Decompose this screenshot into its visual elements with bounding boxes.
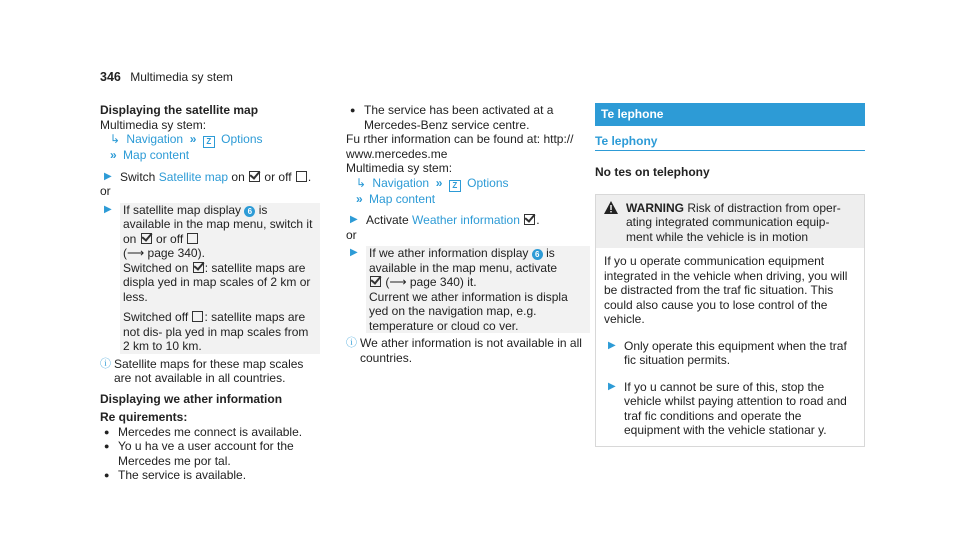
warning-triangle-icon [604,201,626,245]
chevron-right-icon: » [432,175,443,190]
satellite-map-link[interactable]: Satellite map [158,169,229,184]
step-text: ( [123,246,127,260]
step-satellite-display [100,203,320,354]
checkbox-empty-icon [192,311,203,322]
chevron-right-icon: » [356,191,363,206]
list-item-text: Mercedes me connect is available. [118,424,303,439]
step-text: Switched off [123,310,192,324]
list-item [100,468,320,483]
page-header [100,70,233,85]
or-label: or [346,227,357,242]
step-text: If yo u cannot be sure of this, stop the vehicle whilst paying attention to road and traf fic conditions and operate the equipment with the vehicle stationar y. [624,379,847,437]
heading-notes-telephony: No tes on telephony [595,165,710,179]
bullet-icon: ● [104,470,110,480]
warning-paragraph: If yo u operate communication equipment integrated in the vehicle when driving, you will be distracted from the traf fic situation. This could also cause you to lose control of the vehicle. [604,254,848,326]
callout-number-badge: 6 [532,249,543,260]
step-arrow-icon: ▶ [350,214,358,225]
info-text: We ather information is not available in all countries. [360,336,582,365]
further-info-text: Fu rther information can be found at: http:// www.mercedes.me [346,132,574,161]
info-icon: ⓘ [346,337,357,349]
list-item-text: The service is available. [118,468,247,482]
bullet-icon: ● [104,441,110,451]
column-middle [346,103,590,365]
menu-link-map-content[interactable]: Map content [369,191,436,206]
step-arrow-icon: ▶ [104,170,112,182]
or-label: or [100,184,111,198]
menu-link-options[interactable]: Options [221,132,263,146]
checkbox-checked-icon [524,214,535,225]
info-text: Satellite maps for these map scales are not available in all countries. [114,356,304,385]
step-text: Only operate this equipment when the traf fic situation permits. [624,338,847,367]
step-text: Activate [366,213,413,227]
enter-arrow-icon: ↳ [110,132,121,146]
menu-path-row [346,176,590,192]
step-text: on [228,169,249,184]
list-item [100,425,320,440]
step-text: is available in the map menu, switch it on [123,202,313,246]
list-item-text: The service has been activated at a Mercedes-Benz service centre. [364,103,554,132]
step-text: or off [261,169,295,184]
info-note [100,357,320,386]
callout-number-badge: 6 [244,206,255,217]
page-section-title: Multimedia sy stem [130,70,233,84]
weather-information-link[interactable]: Weather information [412,213,520,227]
menu-link-navigation[interactable]: Navigation [372,175,430,190]
step-text: Current we ather information is displa yed on the navigation map, e.g. temperature or cloud co ver. [369,289,568,333]
menu-link-options[interactable]: Options [467,175,509,190]
checkbox-checked-icon [249,171,260,182]
chevron-right-icon: » [110,148,117,162]
step-text: Switched on [123,260,192,275]
step-weather-activate [346,213,590,228]
warning-text: Risk of distraction from oper- ating integrated communication equip- ment while the vehicle is in motion [626,200,841,244]
requirements-label: Re quirements: [100,410,188,424]
checkbox-empty-icon [296,171,307,182]
menu-path-row [100,132,320,148]
warning-step [604,339,856,368]
page-reference-link[interactable]: page 340) it. [406,275,477,289]
warning-box [595,194,865,447]
step-arrow-icon: ▶ [608,380,616,392]
list-item [346,103,590,132]
step-text: : satellite maps are displa yed in map scales of 2 km or less. [123,260,311,304]
checkbox-checked-icon [370,276,381,287]
step-text: is available in the map menu, activate [369,246,558,275]
options-z-icon: Z [203,136,215,148]
checkbox-checked-icon [193,262,204,273]
heading-weather: Displaying we ather information [100,391,283,406]
enter-arrow-icon: ↳ [356,175,367,190]
heading-satellite-map: Displaying the satellite map [100,103,259,117]
list-item-text: Yo u ha ve a user account for the Mercedes me por tal. [118,439,294,468]
menu-path-row-2 [100,148,320,163]
step-text: Switch [120,169,159,184]
step-arrow-icon: ▶ [608,339,616,351]
menu-path-row-2 [346,192,590,207]
info-icon: ⓘ [100,357,111,370]
menu-link-map-content[interactable]: Map content [123,148,190,162]
subheading-telephony: Te lephony [595,126,865,152]
step-text: . [307,169,312,184]
bullet-icon: ● [350,105,356,115]
page-ref-arrow-icon: ⟶ [127,246,145,260]
info-note [346,336,590,365]
warning-body [596,248,864,446]
step-arrow-icon: ▶ [104,203,112,215]
options-z-icon: Z [449,180,461,192]
step-text: . [536,213,540,227]
chevron-right-icon: » [186,132,197,146]
column-left [100,103,320,483]
warning-step [604,380,856,438]
step-weather-display [346,246,590,333]
step-text: If we ather information display [369,246,532,260]
section-band-telephone: Te lephone [595,103,865,126]
menu-link-navigation[interactable]: Navigation [126,132,184,146]
step-text: or off [152,231,187,246]
step-text: If satellite map display [123,202,245,217]
step-satellite-switch [100,170,320,185]
warning-header [596,195,864,249]
column-right [595,103,865,447]
bullet-icon: ● [104,426,110,437]
system-label: Multimedia sy stem: [346,161,453,175]
checkbox-checked-icon [141,233,152,244]
warning-label: WARNING [626,200,684,215]
page-ref-arrow-icon: ⟶ [389,275,407,289]
page-number: 346 [100,70,121,84]
system-label: Multimedia sy stem: [100,117,207,132]
checkbox-empty-icon [187,233,198,244]
page-reference-link[interactable]: page 340). [144,246,205,260]
list-item [100,439,320,468]
step-text: ( [382,275,390,289]
step-text: : satellite maps are not dis- pla yed in map scales from 2 km to 10 km. [123,310,309,353]
step-arrow-icon: ▶ [350,247,358,258]
